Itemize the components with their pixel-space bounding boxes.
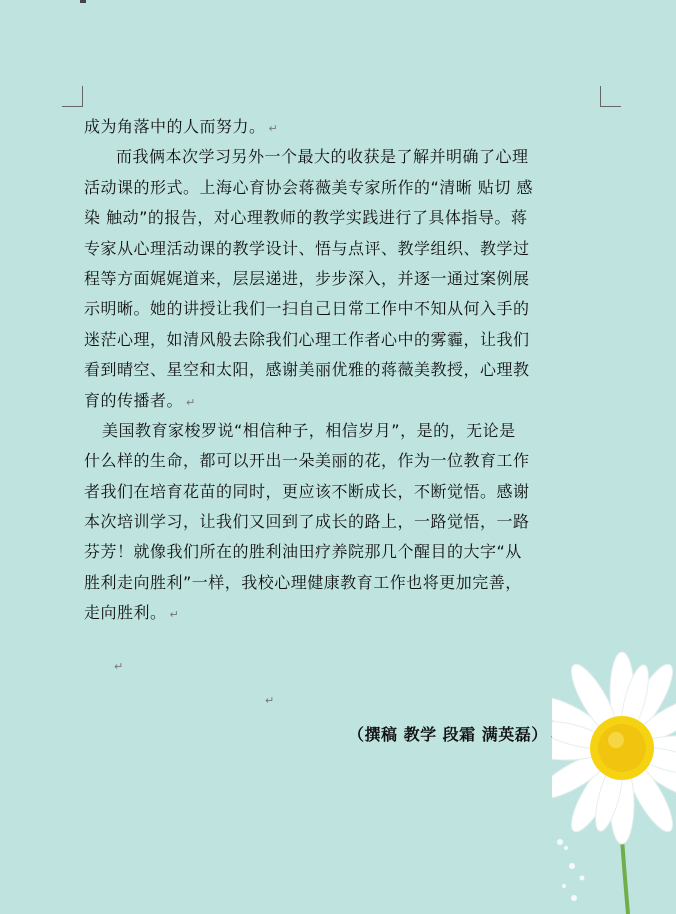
line-text: 本次培训学习，让我们又回到了成长的路上，一路觉悟，一路 xyxy=(84,512,530,532)
text-line xyxy=(84,386,608,416)
text-line xyxy=(84,416,608,446)
line-text: 示明晰。她的讲授让我们一扫自己日常工作中不知从何入手的 xyxy=(84,299,530,319)
line-text: 活动课的形式。上海心育协会蒋薇美专家所作的“清晰 贴切 感 xyxy=(84,177,533,197)
line-text: 染 触动”的报告，对心理教师的教学实践进行了具体指导。蒋 xyxy=(84,208,528,228)
page-top-mark xyxy=(80,0,86,3)
text-line xyxy=(84,264,608,294)
paragraph-mark: ↵ xyxy=(186,395,196,409)
line-text: 美国教育家梭罗说“相信种子，相信岁月”，是的，无论是 xyxy=(102,420,516,440)
text-line xyxy=(84,173,608,203)
line-text: 育的传播者。 xyxy=(84,390,184,410)
line-text: 成为角落中的人而努力。 xyxy=(84,117,266,136)
margin-corner-top-right xyxy=(600,86,621,107)
text-line xyxy=(84,598,608,628)
paragraph-mark: ↵ xyxy=(169,608,180,622)
paragraph-mark: ↵ xyxy=(114,660,124,673)
text-line xyxy=(84,446,608,476)
line-text: 专家从心理活动课的教学设计、悟与点评、教学组织、教学过 xyxy=(84,238,530,258)
paragraph-mark: ↵ xyxy=(268,122,279,135)
margin-corner-top-left xyxy=(62,86,83,107)
text-line xyxy=(84,203,608,233)
signature-text: （撰稿 教学 段霜 满英磊） xyxy=(348,725,548,744)
text-line xyxy=(84,568,608,598)
text-line xyxy=(84,325,608,355)
line-text: 什么样的生命，都可以开出一朵美丽的花，作为一位教育工作 xyxy=(84,451,530,471)
text-line xyxy=(84,234,608,264)
text-line xyxy=(84,294,608,324)
line-text: 程等方面娓娓道来，层层递进，步步深入，并逐一通过案例展 xyxy=(84,268,530,288)
line-text: 迷茫心理，如清风般去除我们心理工作者心中的雾霾，让我们 xyxy=(84,329,530,349)
text-line xyxy=(84,355,608,385)
document-body xyxy=(84,112,608,629)
line-text: 走向胜利。 xyxy=(84,603,167,623)
signature-line xyxy=(348,722,560,745)
line-text: 芬芳！就像我们所在的胜利油田疗养院那几个醒目的大字“从 xyxy=(84,542,522,562)
text-line xyxy=(84,112,608,142)
text-line xyxy=(84,477,608,507)
line-text: 胜利走向胜利”一样，我校心理健康教育工作也将更加完善， xyxy=(84,572,522,592)
line-text: 看到晴空、星空和太阳，感谢美丽优雅的蒋薇美教授，心理教 xyxy=(84,360,530,380)
line-text: 而我俩本次学习另外一个最大的收获是了解并明确了心理 xyxy=(116,147,529,167)
text-line xyxy=(84,142,608,172)
text-line xyxy=(84,537,608,567)
paragraph-mark: ↵ xyxy=(265,694,275,707)
line-text: 者我们在培育花苗的同时，更应该不断成长，不断觉悟。感谢 xyxy=(84,481,530,501)
daisy-flower-image xyxy=(552,628,676,914)
text-line xyxy=(84,507,608,537)
